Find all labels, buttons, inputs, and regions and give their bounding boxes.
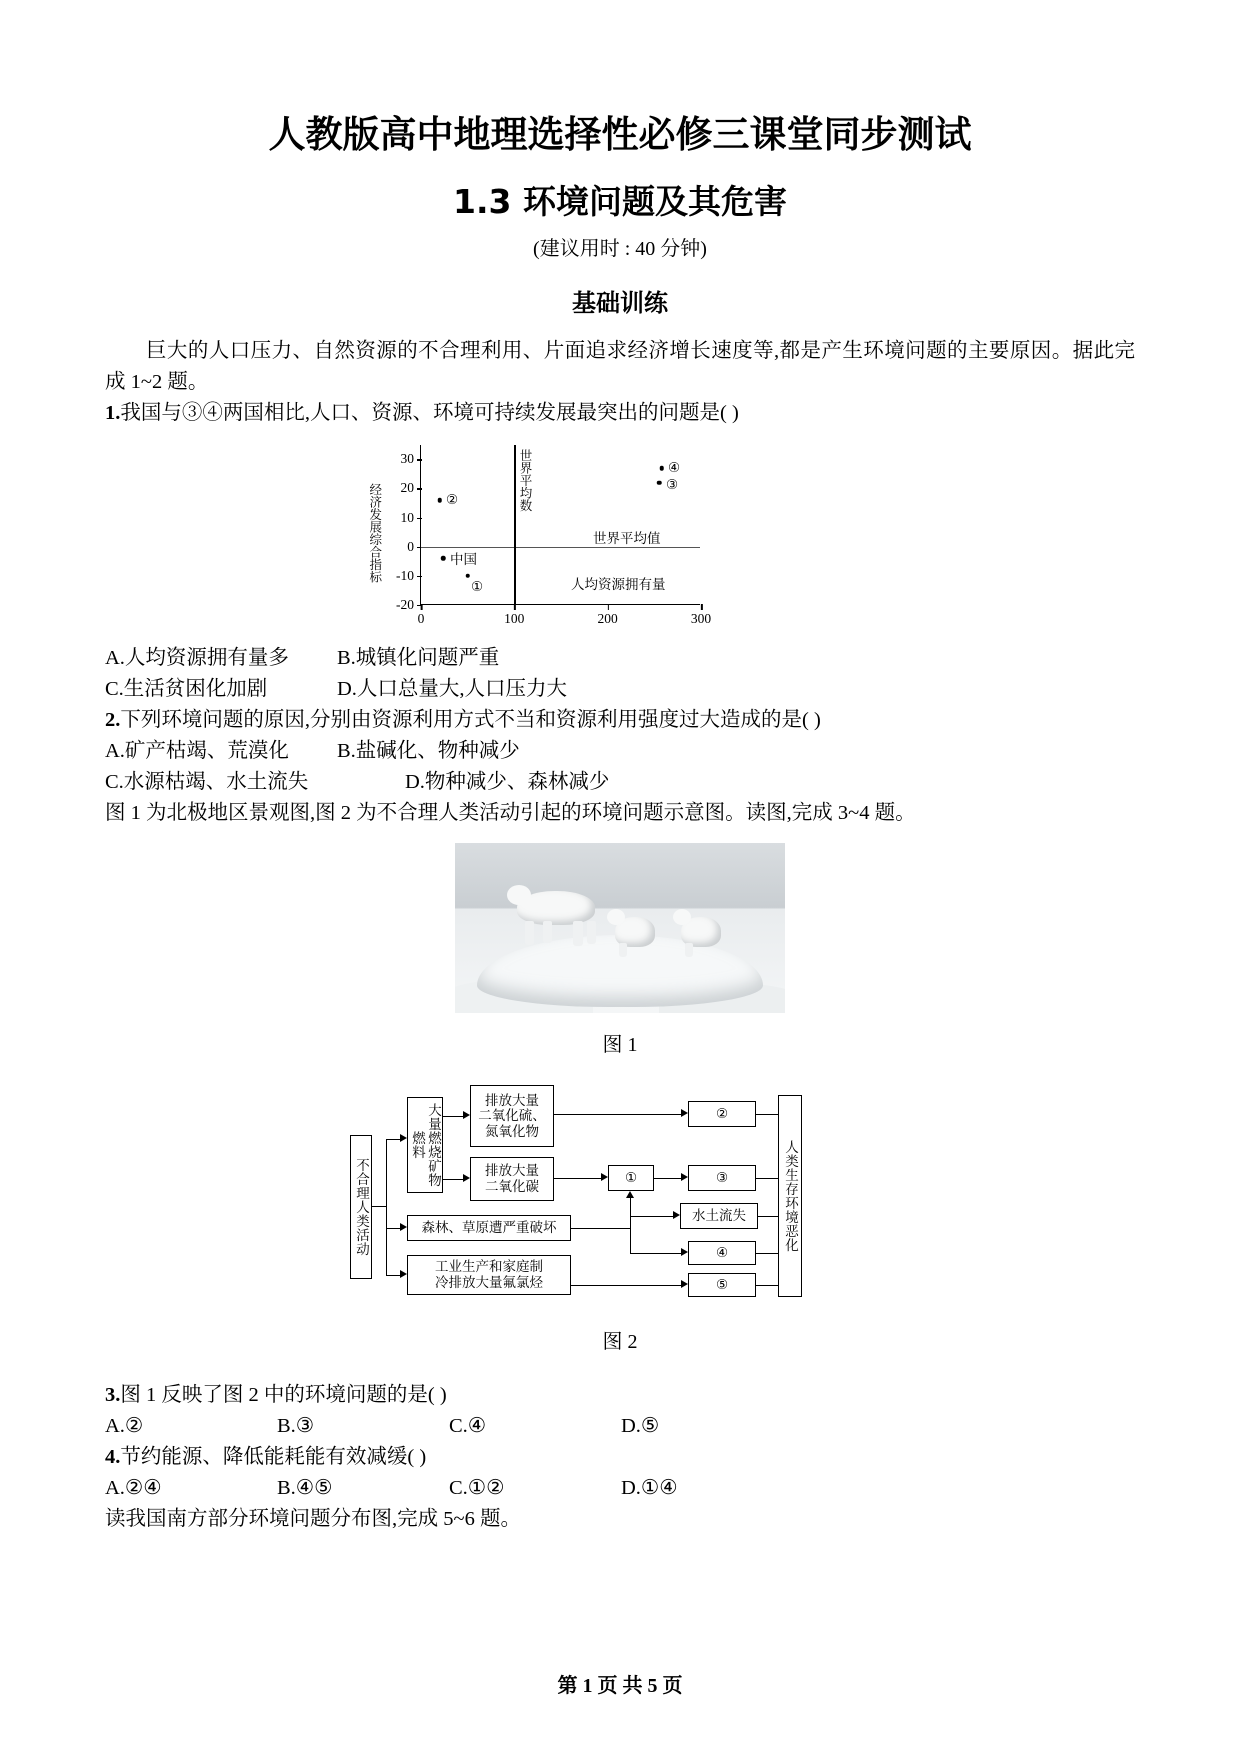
chart-x-axis-label: 人均资源拥有量 [571, 576, 666, 592]
flow-node-cfc [407, 1255, 571, 1295]
question-3-option-a: A.② [105, 1414, 144, 1437]
flow-line-so2-to-node2 [554, 1114, 681, 1115]
chart-hline-label: 世界平均值 [593, 530, 661, 546]
flow-node-2: ② [688, 1101, 756, 1127]
polar-bear-cub-1-leg [619, 943, 627, 957]
flow-line-cfc-to-node5 [571, 1285, 681, 1286]
flow-arrow-to-soil [673, 1211, 680, 1219]
flow-arrow-to-node5 [681, 1280, 688, 1288]
question-4-option-d: D.①④ [621, 1476, 678, 1499]
chart-point-china-label: 中国 [450, 552, 477, 568]
polar-bear-adult-leg-2 [543, 921, 552, 943]
chart-point-1 [465, 573, 470, 578]
flow-line-forest-riser [630, 1197, 631, 1253]
page-title: 人教版高中地理选择性必修三课堂同步测试 [268, 113, 972, 156]
figure-1-caption: 图 1 [602, 1033, 638, 1056]
chart-point-4-label: ④ [668, 460, 681, 476]
question-2-options-row-1 [105, 736, 1135, 767]
chart-vline-label: 世界平均数 [518, 448, 532, 512]
flow-bus-vertical [386, 1139, 387, 1275]
chart-point-3-label: ③ [666, 476, 679, 492]
question-1-option-d: D.人口总量大,人口压力大 [337, 677, 568, 700]
flow-node-emit-so2 [470, 1085, 554, 1147]
flow-arrow-to-burn [400, 1134, 407, 1142]
question-3-option-c: C.④ [449, 1414, 487, 1437]
question-2-option-c: C.水源枯竭、水土流失 [105, 770, 309, 793]
question-4 [105, 1442, 1135, 1473]
flow-arrow-to-node2 [681, 1109, 688, 1117]
lead-in-questions-5-6: 读我国南方部分环境问题分布图,完成 5~6 题。 [105, 1507, 521, 1530]
flow-line-bus-to-forest [386, 1228, 400, 1229]
question-4-options [105, 1473, 1135, 1504]
question-2-stem: 下列环境问题的原因,分别由资源利用方式不当和资源利用强度过大造成的是( ) [120, 708, 821, 731]
flow-node-1: ① [608, 1165, 654, 1191]
scatter-chart-figure [105, 445, 1135, 635]
question-3 [105, 1380, 1135, 1411]
flow-node-forest-destroyed: 森林、草原遭严重破坏 [407, 1215, 571, 1241]
chart-y-axis-label: 经济发展综合指标 [367, 482, 382, 583]
question-1-number: 1. [105, 401, 121, 424]
chart-xtick-0: 0 [418, 604, 425, 627]
flow-arrow-to-cfc [400, 1270, 407, 1278]
figure-2-caption: 图 2 [602, 1330, 638, 1353]
question-1-option-b: B.城镇化问题严重 [337, 646, 500, 669]
flow-line-node5-to-result [756, 1285, 778, 1286]
chart-ytick-0: 0 [407, 539, 421, 555]
flow-node-4: ④ [688, 1241, 756, 1265]
chart-point-3 [657, 480, 662, 485]
flow-node-burn-fuel: 大量燃烧矿物燃料 [407, 1097, 443, 1193]
question-2-options-row-2 [105, 767, 1135, 798]
flow-node-emit-so2-line2: 二氧化硫、 [478, 1108, 546, 1124]
question-1-option-c: C.生活贫困化加剧 [105, 677, 268, 700]
question-3-stem: 图 1 反映了图 2 中的环境问题的是( ) [120, 1383, 447, 1406]
polar-bear-adult-leg-3 [573, 921, 583, 946]
question-4-stem: 节约能源、降低能耗能有效减缓( ) [120, 1445, 427, 1468]
time-note: (建议用时 : 40 分钟) [533, 237, 707, 260]
question-1-option-a: A.人均资源拥有量多 [105, 646, 289, 669]
flow-node-soil-erosion: 水土流失 [680, 1203, 758, 1229]
flow-line-node2-to-result [756, 1114, 778, 1115]
flow-arrow-to-node3 [681, 1173, 688, 1181]
question-1-stem: 我国与③④两国相比,人口、资源、环境可持续发展最突出的问题是( ) [120, 401, 739, 424]
chart-ytick-m20: -20 [396, 597, 421, 613]
flow-arrow-to-co2 [463, 1174, 470, 1182]
flow-arrow-forest-to-node1 [626, 1191, 634, 1198]
question-2 [105, 705, 1135, 736]
flow-node-emit-so2-line1: 排放大量 [485, 1092, 539, 1108]
question-1-options-row-1 [105, 643, 1135, 674]
chart-world-average-vline [514, 445, 516, 604]
chart-xtick-200: 200 [597, 604, 617, 627]
polar-bear-cub-1-head [607, 909, 625, 925]
question-3-number: 3. [105, 1383, 121, 1406]
chart-ytick-m10: -10 [396, 568, 421, 584]
question-3-options [105, 1411, 1135, 1442]
page-subtitle: 1.3 环境问题及其危害 [453, 182, 787, 222]
flow-node-emit-co2-line1: 排放大量 [485, 1163, 539, 1179]
section-title: 基础训练 [572, 288, 668, 317]
scatter-chart [367, 445, 740, 626]
question-2-option-d: D.物种减少、森林减少 [405, 770, 610, 793]
chart-point-china [441, 556, 446, 561]
flow-node-result: 人类生存环境恶化 [778, 1095, 802, 1297]
chart-ytick-10: 10 [401, 510, 422, 526]
flow-line-burn-to-co2 [443, 1179, 463, 1180]
flow-line-forest-to-soil [630, 1216, 673, 1217]
chart-ytick-30: 30 [401, 451, 422, 467]
flow-diagram [350, 1079, 890, 1307]
question-3-option-d: D.⑤ [621, 1414, 660, 1437]
chart-plot-area [396, 445, 712, 626]
flow-arrow-to-node4 [681, 1248, 688, 1256]
figure-2-wrapper [105, 1079, 1135, 1315]
flow-line-burn-to-so2 [443, 1116, 463, 1117]
flow-line-bus-to-burn [386, 1139, 400, 1140]
flow-arrow-to-node1 [601, 1173, 608, 1181]
chart-point-1-label: ① [471, 578, 484, 594]
flow-line-bus-to-cfc [386, 1275, 400, 1276]
polar-bear-cub-2-head [673, 909, 691, 925]
flow-line-forest-out [571, 1228, 631, 1229]
flow-node-emit-co2-line2: 二氧化碳 [485, 1178, 539, 1194]
polar-bear-adult-leg-4 [587, 921, 596, 944]
flow-node-3: ③ [688, 1165, 756, 1191]
question-2-option-a: A.矿产枯竭、荒漠化 [105, 739, 289, 762]
polar-bear-cub-2-leg [685, 943, 693, 957]
flow-arrow-to-so2 [463, 1111, 470, 1119]
polar-bear-image [455, 843, 785, 1013]
question-4-option-c: C.①② [449, 1476, 505, 1499]
question-1-options-row-2 [105, 674, 1135, 705]
flow-line-soil-to-result [758, 1216, 778, 1217]
flow-line-node1-to-node3 [654, 1178, 681, 1179]
chart-point-4 [660, 466, 665, 471]
flow-line-node4-to-result [756, 1253, 778, 1254]
flow-node-emit-co2 [470, 1157, 554, 1201]
question-2-number: 2. [105, 708, 121, 731]
question-2-option-b: B.盐碱化、物种减少 [337, 739, 520, 762]
flow-node-cfc-line2: 冷排放大量氟氯烃 [435, 1274, 543, 1290]
flow-line-co2-to-node1 [554, 1178, 601, 1179]
question-4-number: 4. [105, 1445, 121, 1468]
flow-node-cfc-line1: 工业生产和家庭制 [435, 1259, 543, 1275]
intro-paragraph: 巨大的人口压力、自然资源的不合理利用、片面追求经济增长速度等,都是产生环境问题的主要原因。据此完成 1~2 题。 [105, 339, 1135, 393]
question-1 [105, 398, 1135, 429]
chart-ytick-20: 20 [401, 480, 422, 496]
flow-line-source-out [372, 1206, 386, 1207]
chart-xtick-100: 100 [504, 604, 524, 627]
question-4-option-b: B.④⑤ [277, 1476, 333, 1499]
flow-node-5: ⑤ [688, 1273, 756, 1297]
polar-bear-adult-head [507, 885, 531, 905]
chart-point-2 [437, 498, 442, 503]
flow-arrow-to-forest [400, 1223, 407, 1231]
question-3-option-b: B.③ [277, 1414, 315, 1437]
lead-in-questions-3-4: 图 1 为北极地区景观图,图 2 为不合理人类活动引起的环境问题示意图。读图,完成 3~4 题。 [105, 801, 916, 824]
flow-line-forest-to-node4 [630, 1253, 681, 1254]
chart-xtick-300: 300 [691, 604, 711, 627]
flow-line-node3-to-result [756, 1178, 778, 1179]
page-footer: 第 1 页 共 5 页 [557, 1675, 683, 1697]
chart-point-2-label: ② [446, 492, 459, 508]
flow-node-emit-so2-line3: 氮氧化物 [485, 1123, 539, 1139]
figure-1-wrapper [105, 843, 1135, 1057]
question-4-option-a: A.②④ [105, 1476, 162, 1499]
polar-bear-adult-leg-1 [525, 921, 534, 945]
flow-node-source: 不合理人类活动 [350, 1135, 372, 1279]
